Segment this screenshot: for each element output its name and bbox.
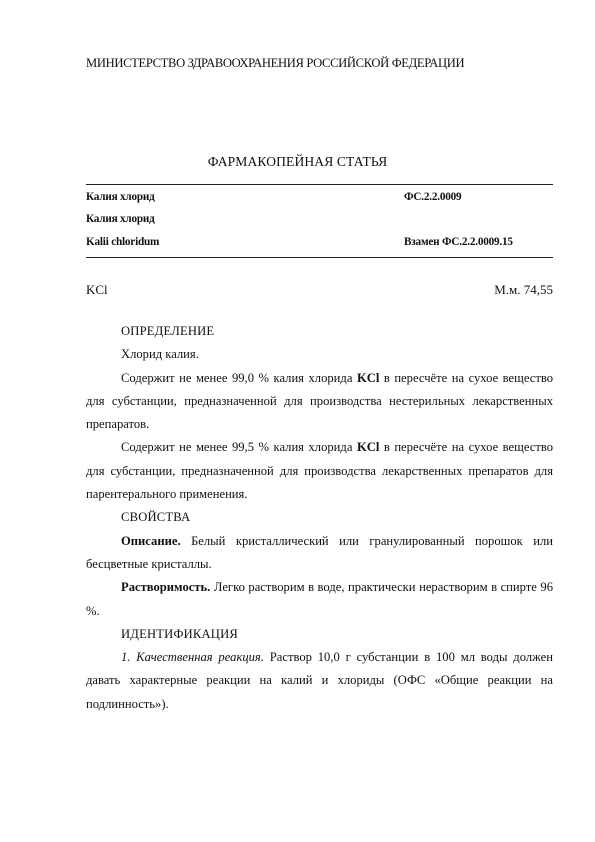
description-label: Описание. [121, 533, 181, 548]
content-paragraph-1 [86, 367, 553, 437]
replaces-code: Взамен ФС.2.2.0009.15 [404, 236, 513, 248]
content1-pre: Содержит не менее 99,0 % калия хлорида [121, 370, 357, 385]
divider-line-bottom [86, 257, 553, 258]
content2-post: в пересчёте на сухое вещество для субстанции, предназначенной для производства лекарственных препаратов для парентерального применения. [86, 440, 553, 502]
solubility-text: Легко растворим в воде, практически нерастворим в спирте 96 %. [86, 580, 553, 618]
ident1-text: Раствор 10,0 г субстанции в 100 мл воды должен давать характерные реакции на калий и хлориды (ОФС «Общие реакции на подлинность»). [86, 650, 553, 711]
content2-formula: KCl [356, 440, 380, 455]
article-title: ФАРМАКОПЕЙНАЯ СТАТЬЯ [207, 154, 388, 169]
description-text: Белый кристаллический или гранулированный порошок или бесцветные кристаллы. [86, 533, 553, 571]
drug-name-ru: Калия хлорид [86, 191, 155, 203]
content-paragraph-2 [86, 436, 553, 506]
solubility-paragraph [86, 576, 553, 623]
definition-text: Хлорид калия. [121, 347, 199, 362]
divider-line-top [86, 184, 553, 185]
drug-name-latin: Kalii chloridum [86, 236, 160, 248]
monograph-body [86, 320, 553, 716]
identification-heading: ИДЕНТИФИКАЦИЯ [121, 626, 238, 641]
content2-pre: Содержит не менее 99,5 % калия хлорида [121, 440, 357, 455]
drug-name-ru-alt: Калия хлорид [86, 213, 155, 225]
solubility-label: Растворимость. [121, 580, 211, 595]
ident1-label: 1. Качественная реакция. [121, 650, 264, 665]
chemical-formula: KCl [86, 282, 108, 297]
monograph-code: ФС.2.2.0009 [404, 191, 462, 203]
content1-formula: KCl [356, 370, 380, 385]
definition-heading: ОПРЕДЕЛЕНИЕ [121, 324, 215, 338]
molecular-mass: М.м. 74,55 [494, 282, 553, 297]
identification-paragraph-1 [86, 646, 553, 716]
description-paragraph [86, 530, 553, 577]
content1-post: в пересчёте на сухое вещество для субстанции, предназначенной для производства нестерильных лекарственных препаратов. [86, 370, 553, 432]
ministry-header: МИНИСТЕРСТВО ЗДРАВООХРАНЕНИЯ РОССИЙСКОЙ ФЕДЕРАЦИИ [86, 56, 465, 70]
properties-heading: СВОЙСТВА [121, 510, 191, 525]
